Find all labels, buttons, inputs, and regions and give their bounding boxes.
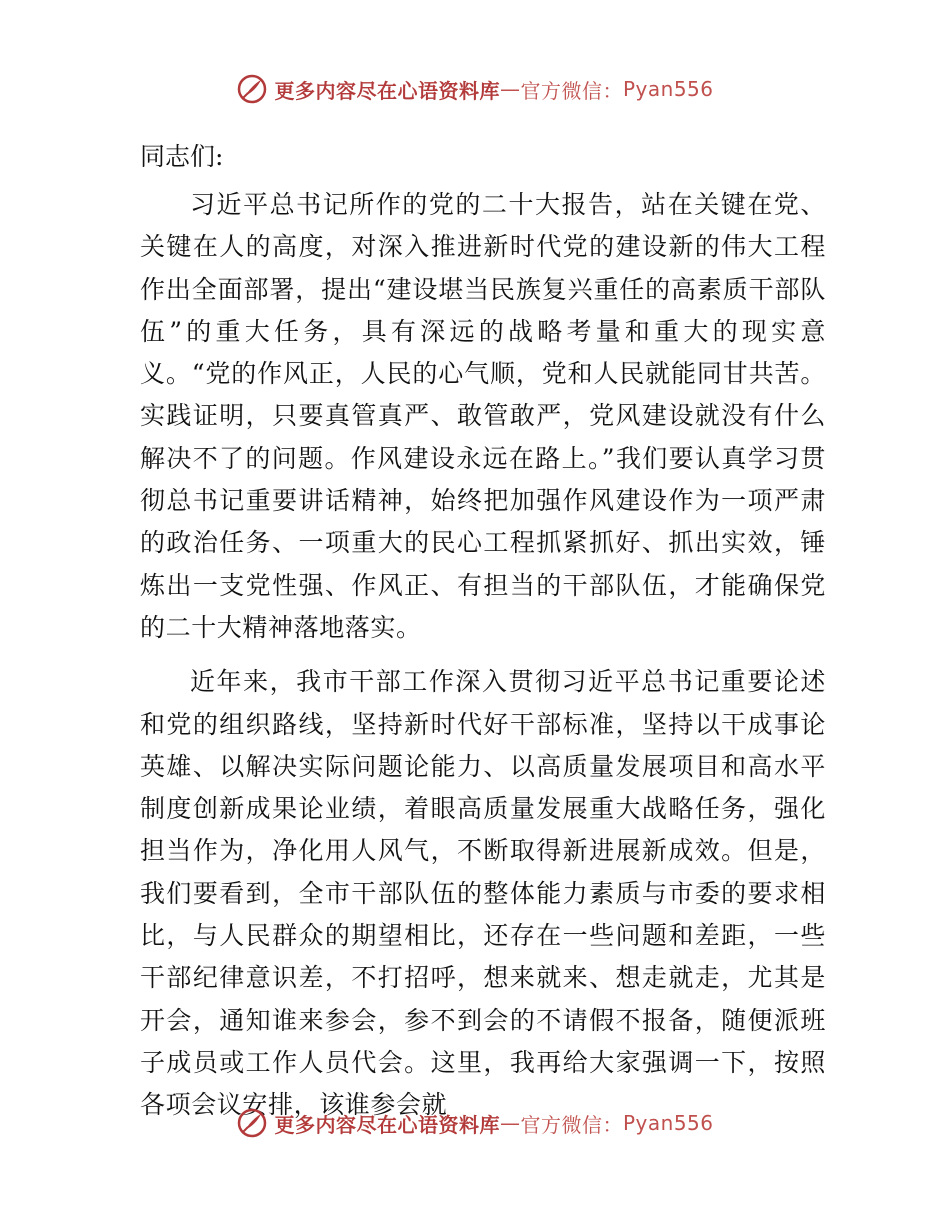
footer-banner-brand: 更多内容尽在心语资料库: [274, 1112, 500, 1137]
banner-contact-label: 官方微信：: [520, 78, 623, 103]
paragraph-1: 习近平总书记所作的党的二十大报告，站在关键在党、关键在人的高度，对深入推进新时代党的建设新的伟大工程作出全面部署，提出“建设堪当民族复兴重任的高素质干部队伍”的重大任务，具有深远的战略考量和重大的现实意义。“党的作风正，人民的心气顺，党和人民就能同甘共苦。实践证明，只要真管真严、敢管敢严，党风建设就没有什么解决不了的问题。作风建设永远在路上。”我们要认真学习贯彻总书记重要讲话精神，始终把加强作风建设作为一项严肃的政治任务、一项重大的民心工程抓紧抓好、抓出实效，锤炼出一支党性强、作风正、有担当的干部队伍，才能确保党的二十大精神落地落实。: [140, 190, 826, 642]
banner-wechat-id: Pyan556: [622, 77, 714, 101]
footer-banner-separator: —: [499, 1111, 521, 1135]
header-banner: [0, 72, 950, 106]
footer-banner-wechat-id: Pyan556: [622, 1111, 714, 1135]
banner-separator: —: [499, 77, 521, 101]
document-body: [140, 136, 826, 1127]
paragraph-2: 近年来，我市干部工作深入贯彻习近平总书记重要论述和党的组织路线，坚持新时代好干部标准，坚持以干成事论英雄、以解决实际问题论能力、以高质量发展项目和高水平制度创新成果论业绩，着眼高质量发展重大战略任务，强化担当作为，净化用人风气，不断取得新进展新成效。但是，我们要看到，全市干部队伍的整体能力素质与市委的要求相比，与人民群众的期望相比，还存在一些问题和差距，一些干部纪律意识差，不打招呼，想来就来、想走就走，尤其是开会，通知谁来参会，参不到会的不请假不报备，随便派班子成员或工作人员代会。这里，我再给大家强调一下，按照各项会议安排，该谁参会就: [140, 667, 826, 1120]
banner-brand: 更多内容尽在心语资料库: [274, 78, 500, 103]
salutation: 同志们:: [140, 142, 224, 171]
feather-pen-logo-icon: [236, 1107, 268, 1139]
footer-banner: [0, 1106, 950, 1140]
feather-pen-logo-icon: [236, 73, 268, 105]
footer-banner-contact-label: 官方微信：: [520, 1112, 623, 1137]
